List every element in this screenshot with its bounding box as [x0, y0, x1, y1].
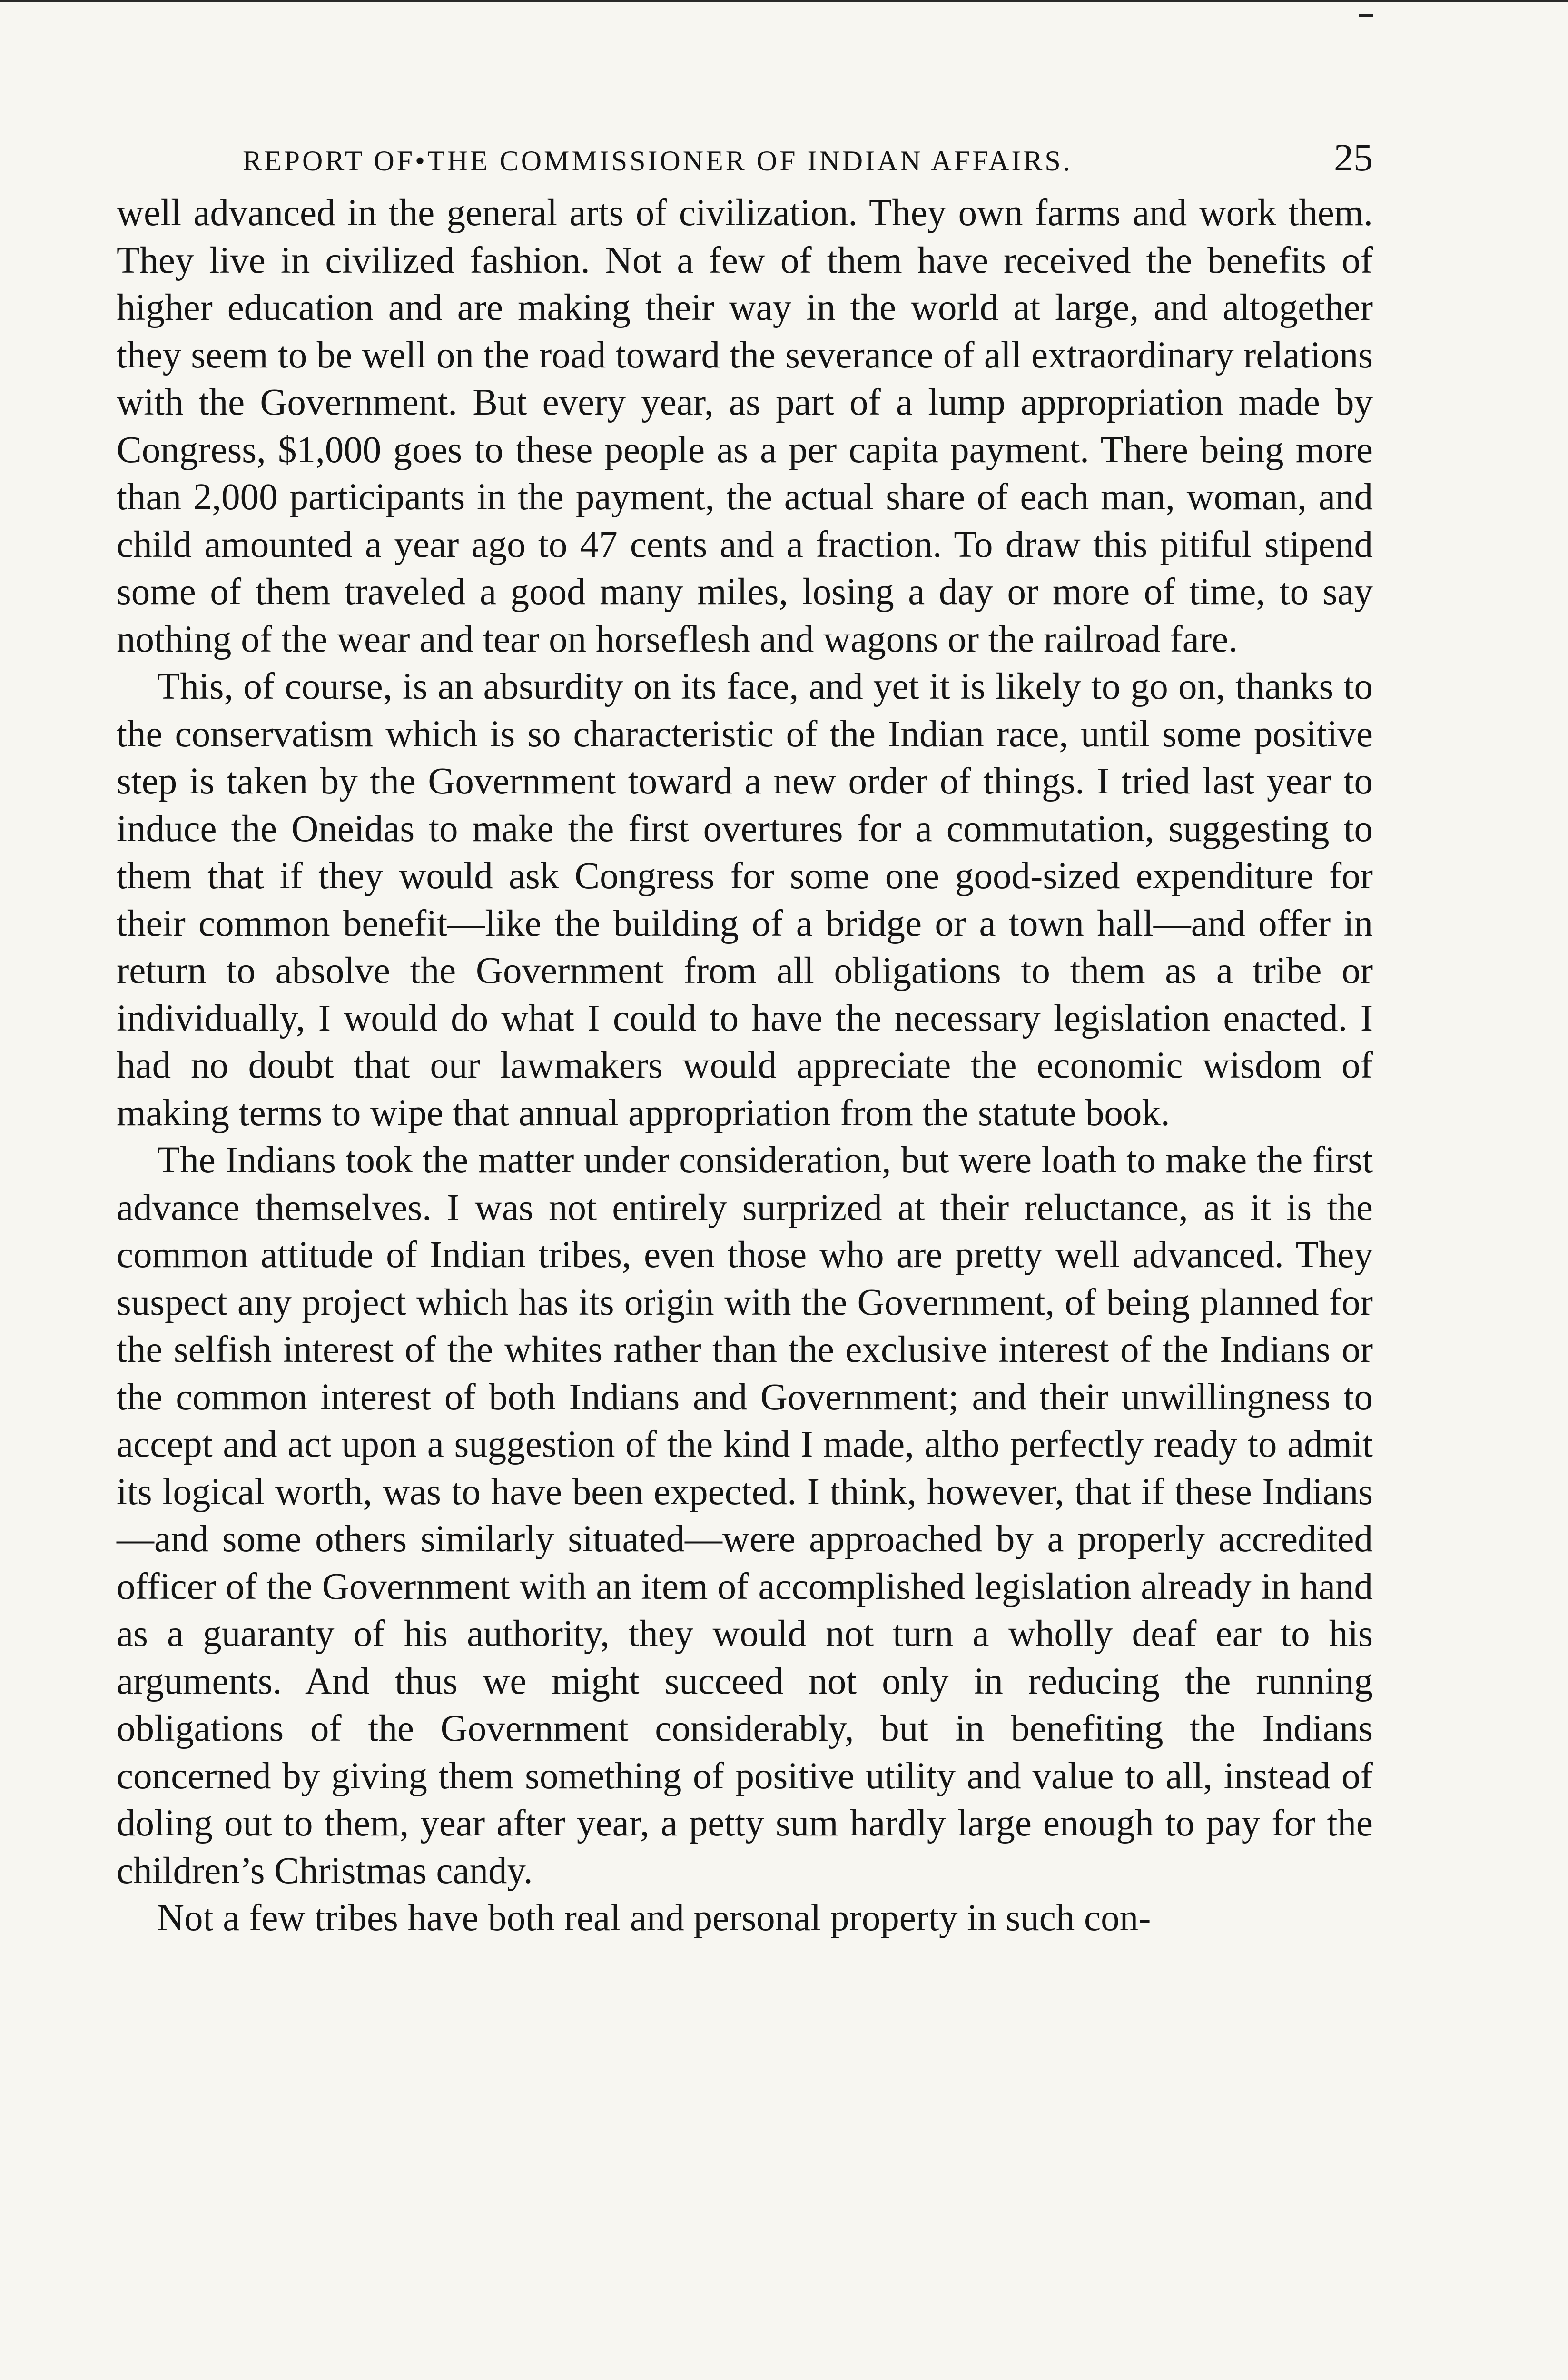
- paragraph-3: The Indians took the matter under consideration, but were loath to make the first advance themselves. I was not entirely surprized at their reluctance, as it is the common attitude of Indian tribes, even those who are pretty well advanced. They suspect any project which has its origin with the Government, of being planned for the selfish interest of the whites rather than the exclusive interest of the Indians or the common interest of both Indians and Government; and their unwillingness to accept and act upon a suggestion of the kind I made, altho perfectly ready to admit its logical worth, was to have been expected. I think, however, that if these Indians—and some others similarly situated—were approached by a properly accredited officer of the Government with an item of accomplished legislation already in hand as a guaranty of his authority, they would not turn a wholly deaf ear to his arguments. And thus we might succeed not only in reducing the running obligations of the Government considerably, but in benefiting the Indians concerned by giving them something of positive utility and value to all, instead of doling out to them, year after year, a petty sum hardly large enough to pay for the children’s Christmas candy.: [117, 1140, 1373, 1892]
- paragraph-1: well advanced in the general arts of civilization. They own farms and work them. They live in civilized fashion. Not a few of them have received the benefits of higher education and are making their way in the world at large, and altogether they seem to be well on the road toward the severance of all extraordinary relations with the Government. But every year, as part of a lump appropriation made by Congress, $1,000 goes to these people as a per capita payment. There being more than 2,000 participants in the payment, the actual share of each man, woman, and child amounted a year ago to 47 cents and a fraction. To draw this pitiful stipend some of them traveled a good many miles, losing a day or more of time, to say nothing of the wear and tear on horseflesh and wagons or the railroad fare.: [117, 192, 1373, 660]
- running-header: [117, 129, 1373, 186]
- page-number: 25: [1334, 136, 1373, 179]
- paragraph-2: This, of course, is an absurdity on its face, and yet it is likely to go on, thanks to the conservatism which is so characteristic of the Indian race, until some positive step is taken by the Government toward a new order of things. I tried last year to induce the Oneidas to make the first overtures for a commutation, suggesting to them that if they would ask Congress for some one good-sized expenditure for their common benefit—like the building of a bridge or a town hall—and offer in return to absolve the Government from all obligations to them as a tribe or individually, I would do what I could to have the necessary legislation enacted. I had no doubt that our lawmakers would appreciate the economic wisdom of making terms to wipe that annual appropriation from the statute book.: [117, 666, 1373, 1134]
- running-title: REPORT OF•THE COMMISSIONER OF INDIAN AFFAIRS.: [243, 145, 1073, 177]
- paragraph-4: Not a few tribes have both real and personal property in such con-: [157, 1897, 1151, 1939]
- print-mark: [1359, 14, 1373, 17]
- page-top-edge: [0, 0, 1568, 2]
- document-page: [117, 129, 1373, 1942]
